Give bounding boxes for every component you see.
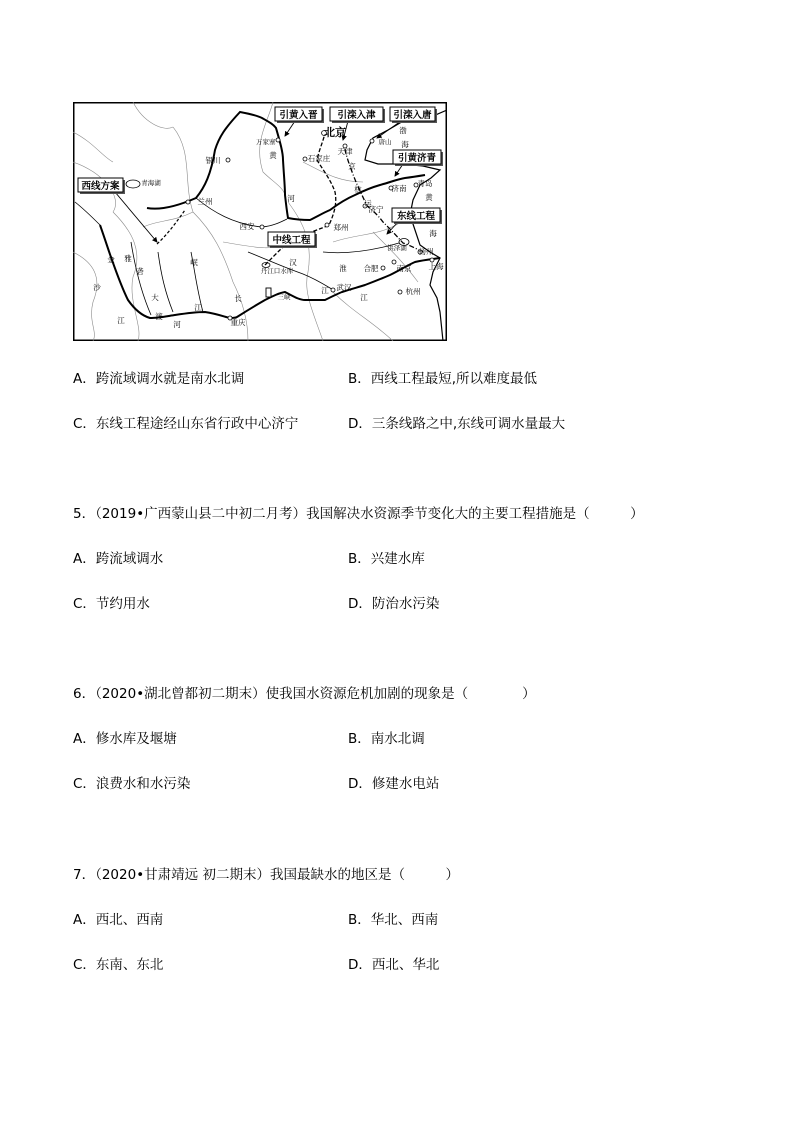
label-yangzhou: 扬州	[418, 247, 434, 256]
label-hongze-lake: 洪泽湖	[387, 244, 407, 252]
label-tianjin: 天津	[337, 147, 353, 156]
label-long: 砻	[136, 267, 144, 276]
label-beijing: 北京	[324, 126, 346, 139]
city-marker	[303, 157, 307, 161]
label-min: 岷	[190, 258, 198, 267]
label-jiang-wuhan: 江	[321, 286, 329, 295]
label-wuhan: 武汉	[336, 283, 352, 292]
label-sha: 沙	[93, 283, 101, 292]
label-xian: 西安	[239, 222, 255, 231]
q6-option-d: D．修建水电站	[348, 776, 440, 792]
q7-option-b: B．华北、西南	[348, 912, 439, 928]
q7-stem-row	[0, 865, 794, 885]
label-huai: 淮	[339, 264, 347, 273]
label-nanjing: 南京	[396, 264, 412, 273]
q5-option-a: A．跨流域调水	[73, 551, 164, 567]
label-du: 渡	[155, 312, 163, 321]
label-he-dadu: 河	[173, 320, 181, 329]
label-hefei: 合肥	[363, 264, 379, 273]
label-chang: 长	[234, 294, 242, 303]
label-dongxian-gongcheng: 东线工程	[396, 211, 436, 222]
q4-option-b: B．西线工程最短,所以难度最低	[348, 371, 538, 387]
label-yinchuan: 银川	[205, 156, 221, 165]
q5-options-row-2	[0, 594, 794, 614]
city-marker	[398, 290, 402, 294]
city-marker	[331, 288, 335, 292]
q6-stem-row	[0, 684, 794, 704]
label-yinluan-rutang: 引滦入唐	[393, 110, 432, 121]
q6-options-row-1	[0, 729, 794, 749]
label-yinhuang-rujin: 引黄入晋	[279, 110, 318, 121]
q5-stem: 5．（2019•广西蒙山县二中初二月考）我国解决水资源季节变化大的主要工程措施是（ ）	[73, 506, 644, 522]
label-hangzhou: 杭州	[405, 287, 421, 296]
city-marker	[370, 139, 374, 143]
label-ya: 雅	[124, 254, 132, 263]
q4-option-a: A．跨流域调水就是南水北调	[73, 371, 245, 387]
label-yinhuang-jiqing: 引黄济青	[397, 153, 437, 164]
label-hang: 杭	[354, 185, 362, 194]
label-jinan: 济南	[391, 184, 407, 193]
q6-option-a: A．修水库及堰塘	[73, 731, 177, 747]
q7-stem: 7．（2020•甘肃靖远 初二期末）我国最缺水的地区是（ ）	[73, 867, 459, 883]
city-marker	[226, 158, 230, 162]
label-huang-sea: 黄	[425, 193, 433, 202]
label-huang-river: 黄	[269, 151, 277, 160]
city-marker	[186, 200, 190, 204]
label-lanzhou: 兰州	[197, 197, 213, 206]
label-jining: 济宁	[368, 205, 384, 214]
label-he-yellow: 河	[287, 194, 295, 203]
label-sanxia: 三峡	[277, 293, 291, 301]
q4-option-c: C．东线工程途经山东省行政中心济宁	[73, 416, 299, 432]
label-wanjiazhai: 万家寨	[256, 138, 276, 146]
q7-options-row-1	[0, 910, 794, 930]
city-marker	[381, 266, 385, 270]
q6-options-row-2	[0, 774, 794, 794]
q4-options-row-1	[0, 369, 794, 389]
q6-option-b: B．南水北调	[348, 731, 425, 747]
label-xixian-fangan: 西线方案	[81, 181, 120, 192]
label-qinghai-lake: 青海湖	[141, 179, 161, 187]
label-hai-east: 海	[429, 229, 437, 238]
city-marker	[276, 138, 280, 142]
q7-option-a: A．西北、西南	[73, 912, 164, 928]
q7-option-c: C．东南、东北	[73, 957, 164, 973]
label-zhengzhou: 郑州	[333, 223, 349, 232]
q5-option-c: C．节约用水	[73, 596, 150, 612]
city-marker	[392, 260, 396, 264]
label-bo: 渤	[399, 126, 407, 135]
label-jiang-lower: 江	[360, 293, 368, 302]
label-yun: 运	[364, 199, 372, 208]
label-tangshan: 唐山	[378, 138, 392, 146]
q5-stem-row	[0, 504, 794, 524]
qinghai-lake	[126, 180, 140, 188]
label-hai-bohai: 海	[401, 140, 409, 149]
q5-options-row-1	[0, 549, 794, 569]
q6-option-c: C．浪费水和水污染	[73, 776, 191, 792]
label-qingdao: 青岛	[417, 179, 433, 188]
label-shanghai: 上海	[428, 262, 444, 271]
q5-option-b: B．兴建水库	[348, 551, 425, 567]
q5-option-d: D．防治水污染	[348, 596, 440, 612]
label-jing: 京	[348, 162, 356, 171]
three-gorges-dam-icon	[266, 288, 271, 297]
label-yinluan-rujin: 引滦入津	[337, 110, 376, 121]
city-marker	[260, 225, 264, 229]
label-shijiazhuang: 石家庄	[307, 154, 331, 163]
label-da: 大	[151, 293, 159, 302]
label-danjiangkou: 丹江口水库	[260, 267, 294, 275]
q4-option-d: D．三条线路之中,东线可调水量最大	[348, 416, 566, 432]
label-jin: 金	[107, 255, 115, 264]
q7-options-row-2	[0, 955, 794, 975]
label-jiang-jinsha: 江	[117, 316, 125, 325]
q4-options-row-2	[0, 414, 794, 434]
city-marker	[325, 223, 329, 227]
label-jiang-min: 江	[194, 303, 202, 312]
label-zhongxian-gongcheng: 中线工程	[272, 235, 311, 246]
map-svg	[73, 102, 447, 341]
label-chongqing: 重庆	[230, 318, 246, 327]
water-diversion-map	[73, 102, 447, 341]
q7-option-d: D．西北、华北	[348, 957, 440, 973]
label-han: 汉	[289, 258, 297, 267]
q6-stem: 6．（2020•湖北曾都初二期末）使我国水资源危机加剧的现象是（ ）	[73, 686, 536, 702]
